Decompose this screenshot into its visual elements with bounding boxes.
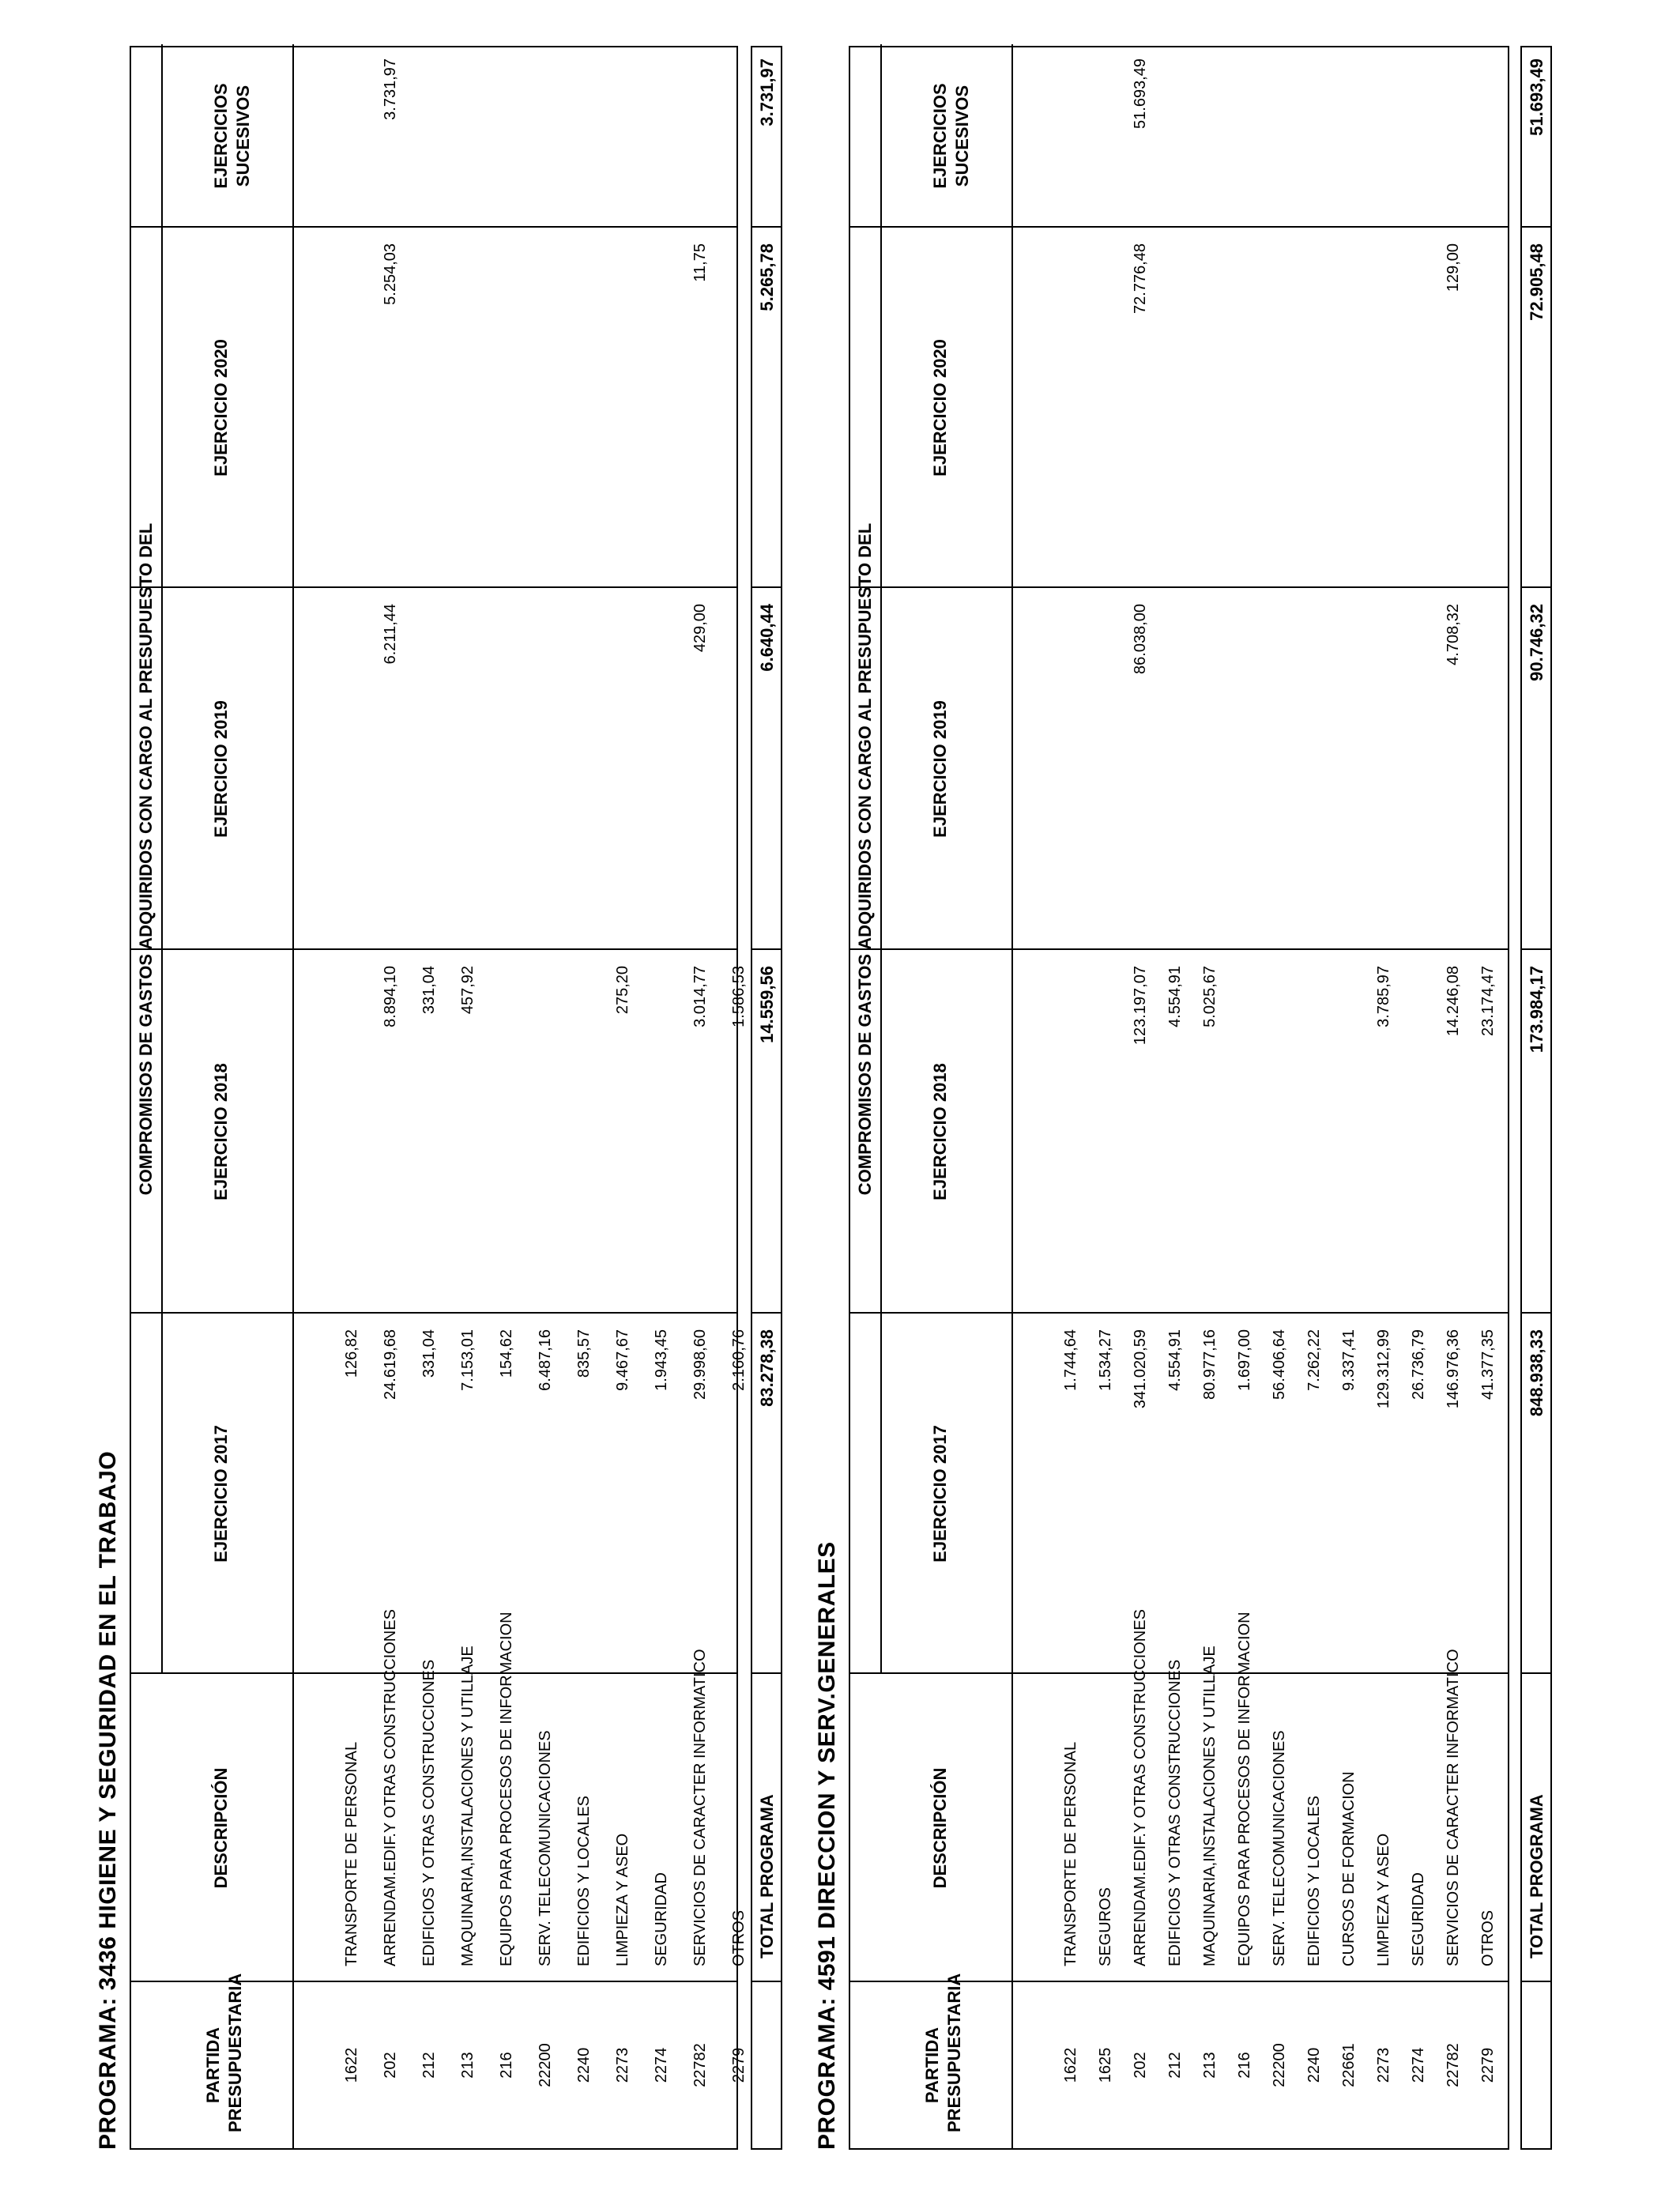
cell-descripcion: CURSOS DE FORMACION bbox=[1340, 1771, 1358, 1966]
header-group: COMPROMISOS DE GASTOS ADQUIRIDOS CON CARGO AL PRESUPUESTO DEL bbox=[855, 522, 875, 1196]
cell-ejercicio-2017: 126,82 bbox=[343, 1329, 360, 1378]
cell-ejercicio-2020: 11,75 bbox=[691, 243, 709, 282]
cell-ejercicio-2018: 4.554,91 bbox=[1166, 966, 1184, 1027]
cell-descripcion: EQUIPOS PARA PROCESOS DE INFORMACION bbox=[498, 1612, 515, 1966]
cell-descripcion: SEGURIDAD bbox=[1410, 1872, 1427, 1966]
cell-partida: 2274 bbox=[653, 2047, 670, 2083]
total-2019: 90.746,32 bbox=[1527, 604, 1546, 681]
header-ejercicio-2018: EJERCICIO 2018 bbox=[930, 1063, 950, 1201]
cell-ejercicio-2018: 14.246,08 bbox=[1445, 966, 1462, 1036]
cell-descripcion: SERVICIOS DE CARACTER INFORMATICO bbox=[1445, 1649, 1462, 1966]
cell-ejercicio-2017: 6.487,16 bbox=[537, 1329, 554, 1391]
cell-partida: 212 bbox=[420, 2052, 438, 2079]
cell-ejercicio-2017: 24.619,68 bbox=[382, 1329, 399, 1400]
cell-ejercicio-2019: 4.708,32 bbox=[1445, 604, 1462, 665]
cell-descripcion: ARRENDAM.EDIF.Y OTRAS CONSTRUCCIONES bbox=[382, 1609, 399, 1966]
cell-descripcion: EQUIPOS PARA PROCESOS DE INFORMACION bbox=[1236, 1612, 1253, 1966]
cell-descripcion: MAQUINARIA,INSTALACIONES Y UTILLAJE bbox=[459, 1646, 477, 1966]
cell-partida: 22200 bbox=[1271, 2043, 1288, 2087]
cell-partida: 1622 bbox=[1062, 2047, 1079, 2083]
cell-ejercicio-2017: 9.467,67 bbox=[614, 1329, 631, 1391]
header-ejercicio-2017: EJERCICIO 2017 bbox=[211, 1425, 231, 1563]
cell-ejercicio-2018: 23.174,47 bbox=[1479, 966, 1497, 1036]
header-partida: PARTIDA PRESUPUESTARIA bbox=[922, 1973, 964, 2132]
cell-descripcion: SERV. TELECOMUNICACIONES bbox=[537, 1730, 554, 1966]
total-2018: 14.559,56 bbox=[757, 966, 777, 1043]
cell-ejercicio-2017: 2.160,76 bbox=[730, 1329, 748, 1391]
cell-partida: 213 bbox=[459, 2052, 477, 2079]
header-ejercicio-2018: EJERCICIO 2018 bbox=[211, 1063, 231, 1201]
cell-partida: 2279 bbox=[1479, 2047, 1497, 2083]
cell-ejercicio-2017: 1.744,64 bbox=[1062, 1329, 1079, 1391]
cell-ejercicio-2017: 4.554,91 bbox=[1166, 1329, 1184, 1391]
cell-partida: 216 bbox=[1236, 2052, 1253, 2079]
cell-descripcion: EDIFICIOS Y OTRAS CONSTRUCCIONES bbox=[1166, 1659, 1184, 1966]
cell-ejercicio-2017: 7.153,01 bbox=[459, 1329, 477, 1391]
total-2019: 6.640,44 bbox=[757, 604, 777, 672]
cell-ejercicio-2019: 86.038,00 bbox=[1132, 604, 1149, 674]
header-descripcion: DESCRIPCIÓN bbox=[930, 1767, 950, 1889]
total-2018: 173.984,17 bbox=[1527, 966, 1546, 1054]
cell-ejercicio-2017: 1.943,45 bbox=[653, 1329, 670, 1391]
cell-ejercicio-2017: 331,04 bbox=[420, 1329, 438, 1378]
program-title: PROGRAMA: 4591 DIRECCION Y SERV.GENERALES bbox=[814, 1541, 840, 2150]
cell-ejercicio-2017: 129.312,99 bbox=[1375, 1329, 1392, 1409]
cell-ejercicios-sucesivos: 3.731,97 bbox=[382, 58, 399, 120]
cell-ejercicio-2017: 7.262,22 bbox=[1305, 1329, 1323, 1391]
cell-descripcion: ARRENDAM.EDIF.Y OTRAS CONSTRUCCIONES bbox=[1132, 1609, 1149, 1966]
cell-ejercicio-2020: 129,00 bbox=[1445, 243, 1462, 292]
total-2017: 83.278,38 bbox=[757, 1329, 777, 1407]
cell-descripcion: OTROS bbox=[1479, 1909, 1497, 1966]
cell-descripcion: EDIFICIOS Y LOCALES bbox=[575, 1795, 593, 1966]
program-table bbox=[849, 46, 1509, 2150]
cell-ejercicio-2018: 275,20 bbox=[614, 966, 631, 1015]
header-ejercicios-sucesivos: EJERCICIOS SUCESIVOS bbox=[211, 83, 253, 189]
cell-ejercicio-2017: 341.020,59 bbox=[1132, 1329, 1149, 1409]
cell-ejercicio-2017: 41.377,35 bbox=[1479, 1329, 1497, 1400]
header-ejercicio-2020: EJERCICIO 2020 bbox=[930, 339, 950, 477]
cell-partida: 202 bbox=[1132, 2052, 1149, 2079]
cell-ejercicio-2018: 1.586,53 bbox=[730, 966, 748, 1027]
cell-descripcion: SEGUROS bbox=[1097, 1887, 1114, 1966]
total-2020: 5.265,78 bbox=[757, 243, 777, 311]
cell-ejercicio-2017: 9.337,41 bbox=[1340, 1329, 1358, 1391]
cell-ejercicio-2018: 3.014,77 bbox=[691, 966, 709, 1027]
cell-descripcion: OTROS bbox=[730, 1909, 748, 1966]
cell-ejercicio-2017: 29.998,60 bbox=[691, 1329, 709, 1400]
cell-descripcion: SEGURIDAD bbox=[653, 1872, 670, 1966]
cell-ejercicio-2018: 457,92 bbox=[459, 966, 477, 1015]
total-2020: 72.905,48 bbox=[1527, 243, 1546, 321]
cell-ejercicio-2017: 154,62 bbox=[498, 1329, 515, 1378]
header-ejercicio-2019: EJERCICIO 2019 bbox=[930, 700, 950, 838]
cell-ejercicio-2017: 80.977,16 bbox=[1201, 1329, 1219, 1400]
cell-ejercicio-2018: 331,04 bbox=[420, 966, 438, 1015]
cell-partida: 2279 bbox=[730, 2047, 748, 2083]
cell-descripcion: LIMPIEZA Y ASEO bbox=[614, 1833, 631, 1966]
cell-partida: 1622 bbox=[343, 2047, 360, 2083]
cell-descripcion: EDIFICIOS Y LOCALES bbox=[1305, 1795, 1323, 1966]
total-sucesivos: 51.693,49 bbox=[1527, 58, 1546, 136]
cell-descripcion: SERV. TELECOMUNICACIONES bbox=[1271, 1730, 1288, 1966]
cell-ejercicio-2020: 72.776,48 bbox=[1132, 243, 1149, 314]
cell-descripcion: TRANSPORTE DE PERSONAL bbox=[343, 1741, 360, 1966]
header-group: COMPROMISOS DE GASTOS ADQUIRIDOS CON CARGO AL PRESUPUESTO DEL bbox=[136, 522, 156, 1196]
cell-partida: 2273 bbox=[1375, 2047, 1392, 2083]
cell-ejercicio-2017: 1.697,00 bbox=[1236, 1329, 1253, 1391]
cell-descripcion: EDIFICIOS Y OTRAS CONSTRUCCIONES bbox=[420, 1659, 438, 1966]
cell-partida: 2273 bbox=[614, 2047, 631, 2083]
cell-descripcion: TRANSPORTE DE PERSONAL bbox=[1062, 1741, 1079, 1966]
cell-ejercicio-2019: 6.211,44 bbox=[382, 604, 399, 665]
cell-partida: 2240 bbox=[1305, 2047, 1323, 2083]
cell-partida: 2274 bbox=[1410, 2047, 1427, 2083]
cell-partida: 212 bbox=[1166, 2052, 1184, 2079]
header-ejercicio-2020: EJERCICIO 2020 bbox=[211, 339, 231, 477]
cell-ejercicio-2018: 8.894,10 bbox=[382, 966, 399, 1027]
cell-partida: 213 bbox=[1201, 2052, 1219, 2079]
cell-ejercicio-2017: 26.736,79 bbox=[1410, 1329, 1427, 1400]
cell-ejercicio-2017: 146.976,36 bbox=[1445, 1329, 1462, 1409]
header-descripcion: DESCRIPCIÓN bbox=[211, 1767, 231, 1889]
cell-ejercicio-2018: 3.785,97 bbox=[1375, 966, 1392, 1027]
header-ejercicio-2017: EJERCICIO 2017 bbox=[930, 1425, 950, 1563]
cell-ejercicio-2018: 5.025,67 bbox=[1201, 966, 1219, 1027]
cell-partida: 1625 bbox=[1097, 2047, 1114, 2083]
cell-descripcion: SERVICIOS DE CARACTER INFORMATICO bbox=[691, 1649, 709, 1966]
total-row bbox=[1520, 46, 1552, 2150]
cell-ejercicio-2019: 429,00 bbox=[691, 604, 709, 653]
cell-ejercicio-2017: 1.534,27 bbox=[1097, 1329, 1114, 1391]
cell-partida: 216 bbox=[498, 2052, 515, 2079]
cell-ejercicio-2020: 5.254,03 bbox=[382, 243, 399, 305]
cell-partida: 22782 bbox=[1445, 2043, 1462, 2087]
cell-ejercicio-2018: 123.197,07 bbox=[1132, 966, 1149, 1046]
cell-partida: 22200 bbox=[537, 2043, 554, 2087]
program-table bbox=[130, 46, 748, 2150]
program-title: PROGRAMA: 3436 HIGIENE Y SEGURIDAD EN EL TRABAJO bbox=[95, 1450, 121, 2150]
cell-partida: 2240 bbox=[575, 2047, 593, 2083]
cell-ejercicio-2017: 56.406,64 bbox=[1271, 1329, 1288, 1400]
total-label: TOTAL PROGRAMA bbox=[1527, 1794, 1546, 1958]
total-sucesivos: 3.731,97 bbox=[757, 58, 777, 126]
cell-partida: 22661 bbox=[1340, 2043, 1358, 2087]
header-ejercicio-2019: EJERCICIO 2019 bbox=[211, 700, 231, 838]
cell-ejercicio-2017: 835,57 bbox=[575, 1329, 593, 1378]
total-label: TOTAL PROGRAMA bbox=[757, 1794, 777, 1958]
total-2017: 848.938,33 bbox=[1527, 1329, 1546, 1417]
header-ejercicios-sucesivos: EJERCICIOS SUCESIVOS bbox=[930, 83, 972, 189]
cell-descripcion: MAQUINARIA,INSTALACIONES Y UTILLAJE bbox=[1201, 1646, 1219, 1966]
cell-descripcion: LIMPIEZA Y ASEO bbox=[1375, 1833, 1392, 1966]
header-partida: PARTIDA PRESUPUESTARIA bbox=[203, 1973, 245, 2132]
cell-partida: 202 bbox=[382, 2052, 399, 2079]
cell-partida: 22782 bbox=[691, 2043, 709, 2087]
total-row bbox=[751, 46, 782, 2150]
cell-ejercicios-sucesivos: 51.693,49 bbox=[1132, 58, 1149, 129]
